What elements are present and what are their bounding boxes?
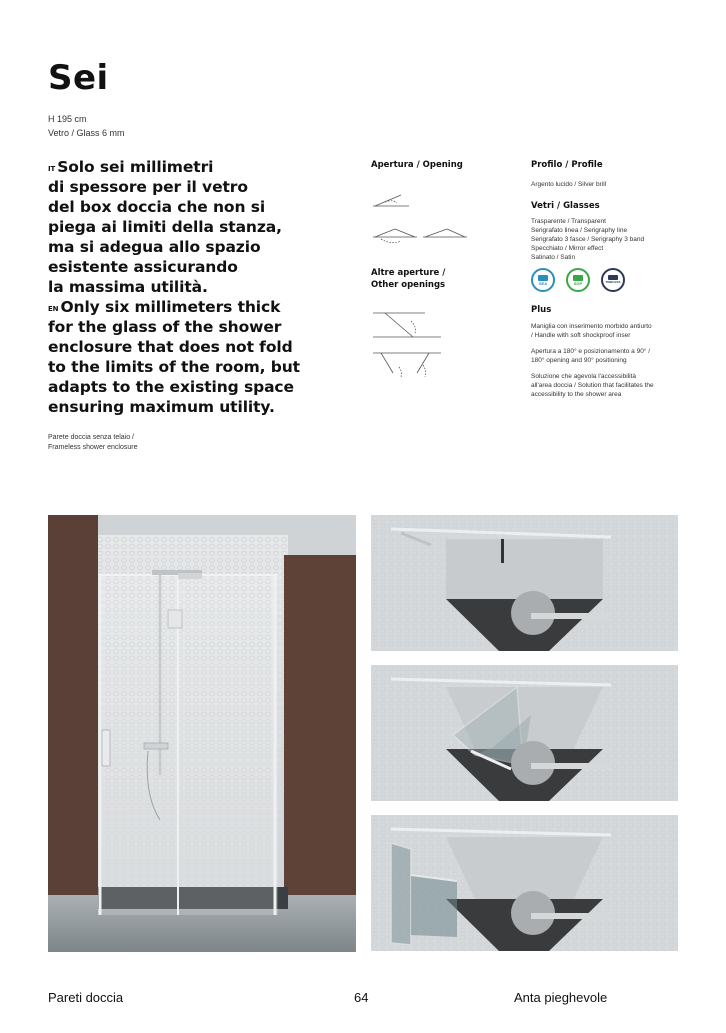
shower-top-view-photo-3	[371, 815, 678, 951]
glass-badges	[531, 268, 691, 292]
photo-caption	[48, 433, 137, 453]
other-openings-heading-1: Altre aperture /	[371, 268, 446, 278]
intro-it-line: esistente assicurando	[48, 258, 238, 276]
opening-diagram-icon	[371, 179, 481, 249]
intro-it-line: Solo sei millimetri	[57, 158, 214, 176]
glass-item: Trasparente / Transparent	[531, 218, 606, 225]
sgp-badge-icon	[566, 268, 590, 292]
badge-label: TIMELESS	[605, 280, 621, 284]
sea-badge-icon	[531, 268, 555, 292]
footer-page-number: 64	[354, 990, 369, 1005]
intro-en-line: to the limits of the room, but	[48, 358, 300, 376]
opening-heading: Apertura / Opening	[371, 160, 463, 170]
intro-it-line: di spessore per il vetro	[48, 178, 248, 196]
spec-height: H 195 cm	[48, 114, 87, 124]
opening-column	[371, 159, 491, 389]
glass-item: Serigrafato linea / Serigraphy line	[531, 227, 628, 234]
other-openings-heading-2: Other openings	[371, 280, 446, 290]
intro-it-line: ma si adegua allo spazio	[48, 238, 261, 256]
badge-label: SGP	[573, 280, 583, 286]
profile-value: Argento lucido / Silver brill	[531, 181, 607, 188]
lang-tag-en: EN	[48, 305, 59, 313]
plus-item	[531, 347, 691, 365]
plus-line: all'area doccia / Solution that facilitates the	[531, 382, 654, 389]
intro-en-line: Only six millimeters thick	[60, 298, 281, 316]
glass-item: Satinato / Satin	[531, 254, 576, 261]
footer-product-label: Anta pieghevole	[514, 990, 608, 1005]
intro-en-line: for the glass of the shower	[48, 318, 282, 336]
intro-it-line: piega ai limiti della stanza,	[48, 218, 282, 236]
glass-item: Serigrafato 3 fasce / Serigraphy 3 band	[531, 236, 645, 243]
intro-en-line: ensuring maximum utility.	[48, 398, 275, 416]
plus-line: Soluzione che agevola l'accessibilità	[531, 373, 636, 380]
glasses-heading: Vetri / Glasses	[531, 201, 600, 211]
plus-line: accessibility to the shower area	[531, 391, 622, 398]
caption-line: Parete doccia senza telaio /	[48, 434, 134, 441]
plus-item	[531, 322, 691, 340]
timeless-badge-icon	[601, 268, 625, 292]
glasses-list	[531, 217, 691, 262]
plus-line: Apertura a 180° e posizionamento a 90° /	[531, 348, 651, 355]
intro-text	[48, 157, 348, 417]
profile-heading: Profilo / Profile	[531, 160, 603, 170]
other-openings-diagram-icon	[371, 299, 451, 389]
intro-en-line: enclosure that does not fold	[48, 338, 293, 356]
caption-line: Frameless shower enclosure	[48, 444, 138, 451]
glass-item: Specchiato / Mirror effect	[531, 245, 604, 252]
intro-en-line: adapts to the existing space	[48, 378, 294, 396]
badge-label: SEA	[538, 280, 548, 286]
plus-item	[531, 372, 691, 399]
plus-heading: Plus	[531, 305, 552, 315]
plus-line: 180° opening and 90° positioning	[531, 357, 627, 364]
plus-line: Maniglia con inserimento morbido antiurto	[531, 323, 652, 330]
lang-tag-it: IT	[48, 165, 56, 173]
features-column	[531, 159, 691, 399]
plus-line: / Handle with soft shockproof inser	[531, 332, 631, 339]
main-shower-photo	[48, 515, 356, 952]
shower-top-view-photo-2	[371, 665, 678, 801]
intro-it-line: del box doccia che non si	[48, 198, 266, 216]
footer-section-label: Pareti doccia	[48, 990, 124, 1005]
intro-it-line: la massima utilità.	[48, 278, 208, 296]
specs	[48, 112, 125, 140]
shower-top-view-photo-1	[371, 515, 678, 651]
page-title: Sei	[48, 58, 109, 98]
spec-glass: Vetro / Glass 6 mm	[48, 128, 125, 138]
